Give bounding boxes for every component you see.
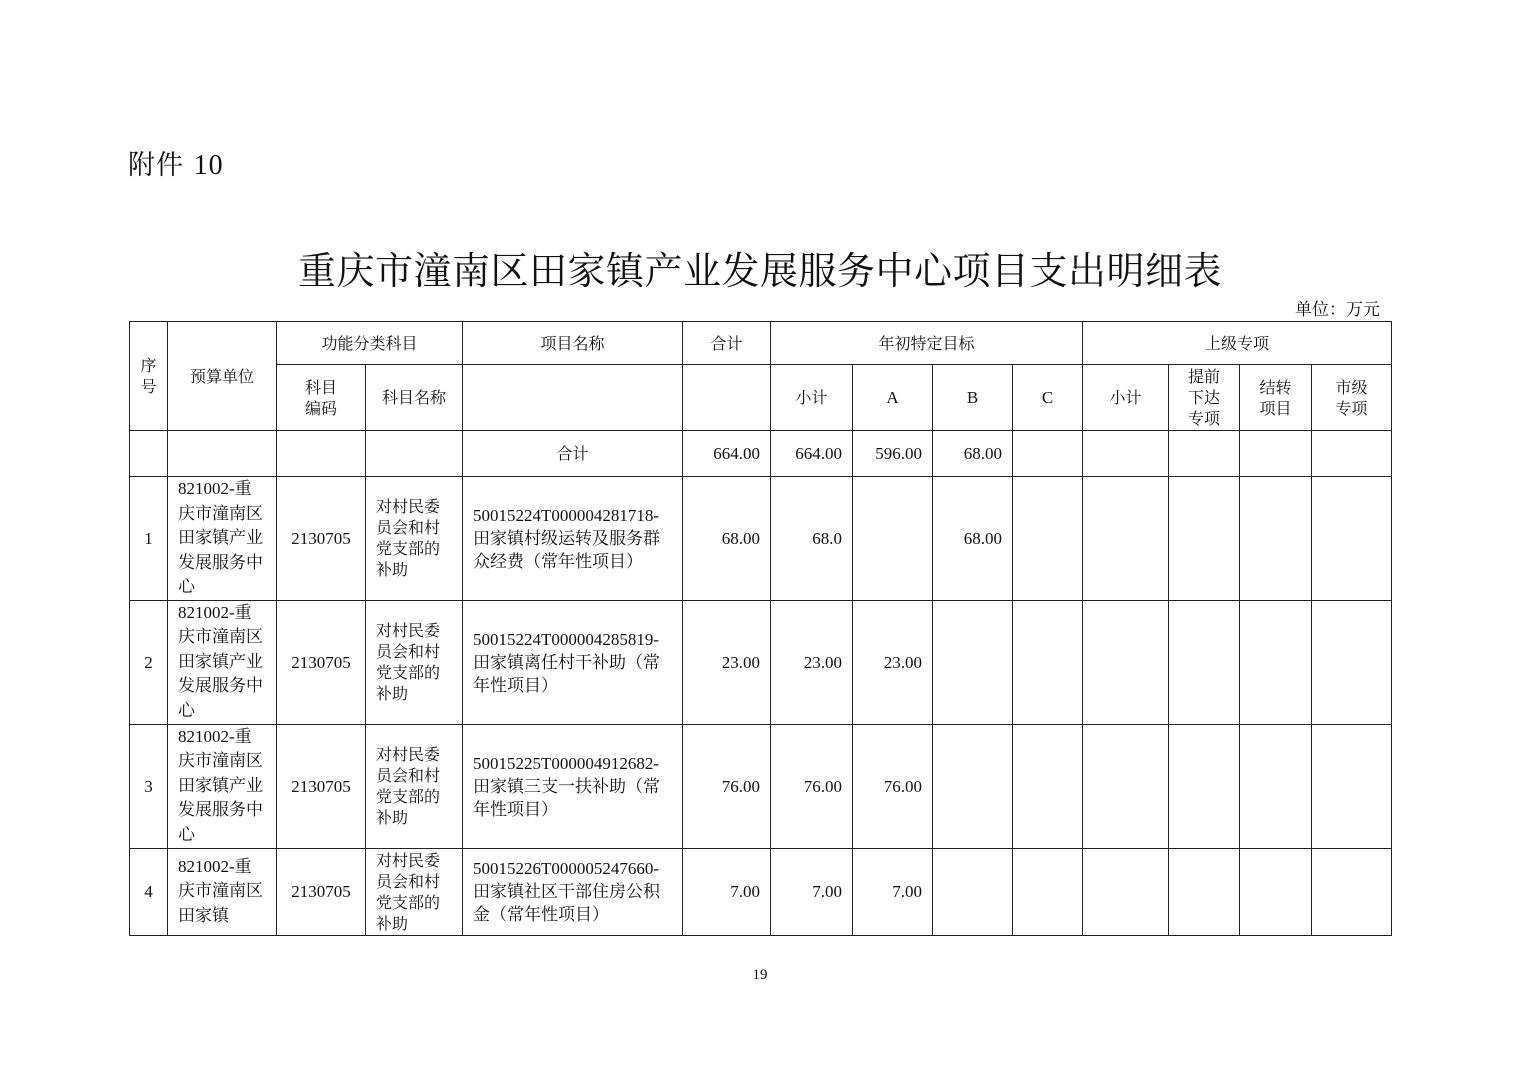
header-c: C bbox=[1013, 365, 1083, 431]
row-b bbox=[933, 600, 1013, 724]
header-city: 市级专项 bbox=[1312, 365, 1392, 431]
row-subject-code: 2130705 bbox=[277, 477, 366, 601]
row-seq: 4 bbox=[130, 848, 168, 935]
total-advance bbox=[1169, 431, 1240, 477]
row-subtotal: 76.00 bbox=[771, 724, 853, 848]
total-c bbox=[1013, 431, 1083, 477]
row-budget-unit: 821002-重庆市潼南区田家镇产业发展服务中心 bbox=[168, 477, 277, 601]
row-subject-code: 2130705 bbox=[277, 600, 366, 724]
row-c bbox=[1013, 477, 1083, 601]
attachment-number: 10 bbox=[193, 150, 224, 181]
header-advance: 提前下达专项 bbox=[1169, 365, 1240, 431]
header-func-class: 功能分类科目 bbox=[277, 322, 463, 365]
row-subject-code: 2130705 bbox=[277, 724, 366, 848]
row-upper-subtotal bbox=[1083, 477, 1169, 601]
row-upper-subtotal bbox=[1083, 848, 1169, 935]
row-seq: 3 bbox=[130, 724, 168, 848]
total-label: 合计 bbox=[463, 431, 683, 477]
header-b: B bbox=[933, 365, 1013, 431]
row-subtotal: 68.0 bbox=[771, 477, 853, 601]
row-a: 23.00 bbox=[853, 600, 933, 724]
row-budget-unit: 821002-重庆市潼南区田家镇产业发展服务中心 bbox=[168, 724, 277, 848]
row-carryover bbox=[1240, 724, 1312, 848]
row-budget-unit: 821002-重庆市潼南区田家镇产业发展服务中心 bbox=[168, 600, 277, 724]
total-city bbox=[1312, 431, 1392, 477]
total-code bbox=[277, 431, 366, 477]
row-subject-name: 对村民委员会和村党支部的补助 bbox=[366, 848, 463, 935]
row-a bbox=[853, 477, 933, 601]
row-total: 23.00 bbox=[683, 600, 771, 724]
header-subject-code: 科目编码 bbox=[277, 365, 366, 431]
row-project-name: 50015225T000004912682-田家镇三支一扶补助（常年性项目） bbox=[463, 724, 683, 848]
attachment-label bbox=[128, 143, 224, 182]
row-city bbox=[1312, 600, 1392, 724]
row-carryover bbox=[1240, 848, 1312, 935]
row-subject-name: 对村民委员会和村党支部的补助 bbox=[366, 600, 463, 724]
header-upper-special: 上级专项 bbox=[1083, 322, 1392, 365]
total-carryover bbox=[1240, 431, 1312, 477]
page-title: 重庆市潼南区田家镇产业发展服务中心项目支出明细表 bbox=[297, 249, 1222, 293]
header-upper-subtotal: 小计 bbox=[1083, 365, 1169, 431]
attachment-text: 附件 bbox=[128, 150, 184, 181]
row-seq: 2 bbox=[130, 600, 168, 724]
total-a: 596.00 bbox=[853, 431, 933, 477]
row-upper-subtotal bbox=[1083, 600, 1169, 724]
table-row bbox=[130, 848, 1392, 935]
row-c bbox=[1013, 600, 1083, 724]
page-number: 19 bbox=[752, 967, 768, 983]
row-subtotal: 23.00 bbox=[771, 600, 853, 724]
header-a: A bbox=[853, 365, 933, 431]
row-upper-subtotal bbox=[1083, 724, 1169, 848]
row-advance bbox=[1169, 848, 1240, 935]
row-carryover bbox=[1240, 477, 1312, 601]
row-total: 68.00 bbox=[683, 477, 771, 601]
header-subtotal: 小计 bbox=[771, 365, 853, 431]
row-c bbox=[1013, 848, 1083, 935]
row-total: 76.00 bbox=[683, 724, 771, 848]
total-total: 664.00 bbox=[683, 431, 771, 477]
total-b: 68.00 bbox=[933, 431, 1013, 477]
row-b: 68.00 bbox=[933, 477, 1013, 601]
header-subject-name: 科目名称 bbox=[366, 365, 463, 431]
expenditure-table bbox=[129, 321, 1392, 936]
row-advance bbox=[1169, 600, 1240, 724]
row-project-name: 50015226T000005247660-田家镇社区干部住房公积金（常年性项目） bbox=[463, 848, 683, 935]
row-budget-unit: 821002-重庆市潼南区田家镇 bbox=[168, 848, 277, 935]
row-a: 76.00 bbox=[853, 724, 933, 848]
total-seq bbox=[130, 431, 168, 477]
header-carryover: 结转项目 bbox=[1240, 365, 1312, 431]
header-budget-unit: 预算单位 bbox=[168, 322, 277, 431]
unit-label: 单位：万元 bbox=[1295, 300, 1380, 320]
row-advance bbox=[1169, 477, 1240, 601]
table-row bbox=[130, 477, 1392, 601]
row-b bbox=[933, 848, 1013, 935]
header-project-name: 项目名称 bbox=[463, 322, 683, 365]
row-city bbox=[1312, 848, 1392, 935]
header-year-target: 年初特定目标 bbox=[771, 322, 1083, 365]
header-total: 合计 bbox=[683, 322, 771, 365]
total-subject bbox=[366, 431, 463, 477]
row-project-name: 50015224T000004285819-田家镇离任村干补助（常年性项目） bbox=[463, 600, 683, 724]
row-advance bbox=[1169, 724, 1240, 848]
row-c bbox=[1013, 724, 1083, 848]
row-total: 7.00 bbox=[683, 848, 771, 935]
row-carryover bbox=[1240, 600, 1312, 724]
total-row bbox=[130, 431, 1392, 477]
header-total-blank bbox=[683, 365, 771, 431]
row-subject-name: 对村民委员会和村党支部的补助 bbox=[366, 477, 463, 601]
row-b bbox=[933, 724, 1013, 848]
row-project-name: 50015224T000004281718-田家镇村级运转及服务群众经费（常年性项目） bbox=[463, 477, 683, 601]
row-city bbox=[1312, 724, 1392, 848]
row-city bbox=[1312, 477, 1392, 601]
row-seq: 1 bbox=[130, 477, 168, 601]
row-subtotal: 7.00 bbox=[771, 848, 853, 935]
total-subtotal: 664.00 bbox=[771, 431, 853, 477]
header-seq: 序号 bbox=[130, 322, 168, 431]
total-unit bbox=[168, 431, 277, 477]
row-subject-name: 对村民委员会和村党支部的补助 bbox=[366, 724, 463, 848]
table-row bbox=[130, 600, 1392, 724]
total-upper-subtotal bbox=[1083, 431, 1169, 477]
row-subject-code: 2130705 bbox=[277, 848, 366, 935]
table-row bbox=[130, 724, 1392, 848]
row-a: 7.00 bbox=[853, 848, 933, 935]
header-project-name-blank bbox=[463, 365, 683, 431]
